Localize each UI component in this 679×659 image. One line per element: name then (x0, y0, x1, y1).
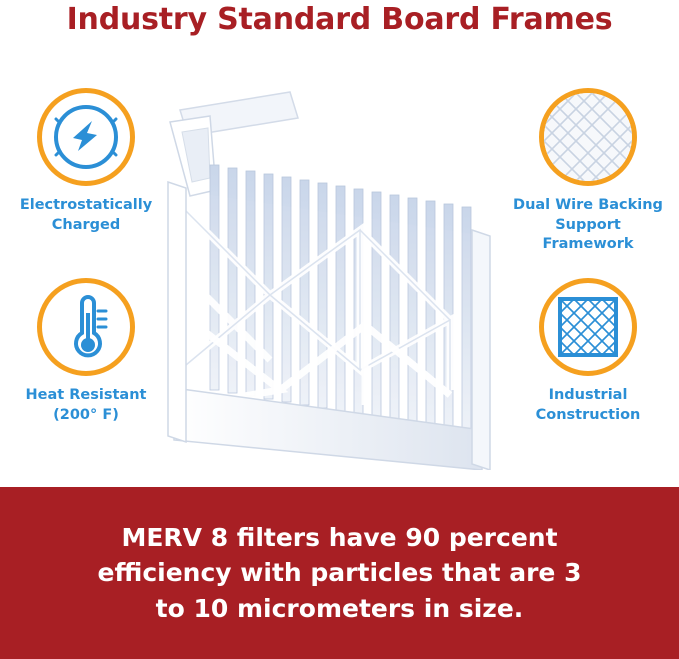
feature-icon-circle (539, 88, 637, 186)
wire-mesh-icon (544, 93, 632, 181)
feature-dual-wire-backing (508, 88, 668, 255)
air-filter-illustration (150, 70, 530, 470)
banner-line-1: MERV 8 filters have 90 percent (121, 522, 558, 552)
feature-industrial-construction (508, 278, 668, 425)
feature-label-line1: Electrostatically (19, 197, 153, 213)
feature-label-line2: Construction (535, 406, 641, 423)
feature-label-line1: Industrial (548, 387, 628, 403)
feature-label (6, 386, 166, 425)
banner-text (58, 520, 622, 627)
lightning-bolt-icon (42, 93, 130, 181)
feature-heat-resistant (6, 278, 166, 425)
feature-label-line2: Charged (51, 216, 121, 233)
feature-label-line2: (200° F) (53, 406, 119, 423)
thermometer-icon (42, 283, 130, 371)
banner-line-3: to 10 micrometers in size. (155, 593, 524, 623)
feature-label (508, 196, 668, 255)
feature-icon-circle (539, 278, 637, 376)
feature-label (6, 196, 166, 235)
filter-svg (150, 70, 530, 470)
feature-label-line1: Dual Wire Backing (513, 197, 663, 213)
feature-label-line1: Heat Resistant (25, 387, 147, 403)
feature-icon-circle (37, 88, 135, 186)
feature-label (508, 386, 668, 425)
feature-electrostatically-charged (6, 88, 166, 235)
feature-icon-circle (37, 278, 135, 376)
grid-panel-icon (544, 283, 632, 371)
banner-line-2: efficiency with particles that are 3 (97, 558, 582, 588)
feature-label-line2: Support Framework (542, 216, 634, 253)
page-title: Industry Standard Board Frames (66, 2, 613, 37)
merv-info-banner (0, 487, 679, 659)
